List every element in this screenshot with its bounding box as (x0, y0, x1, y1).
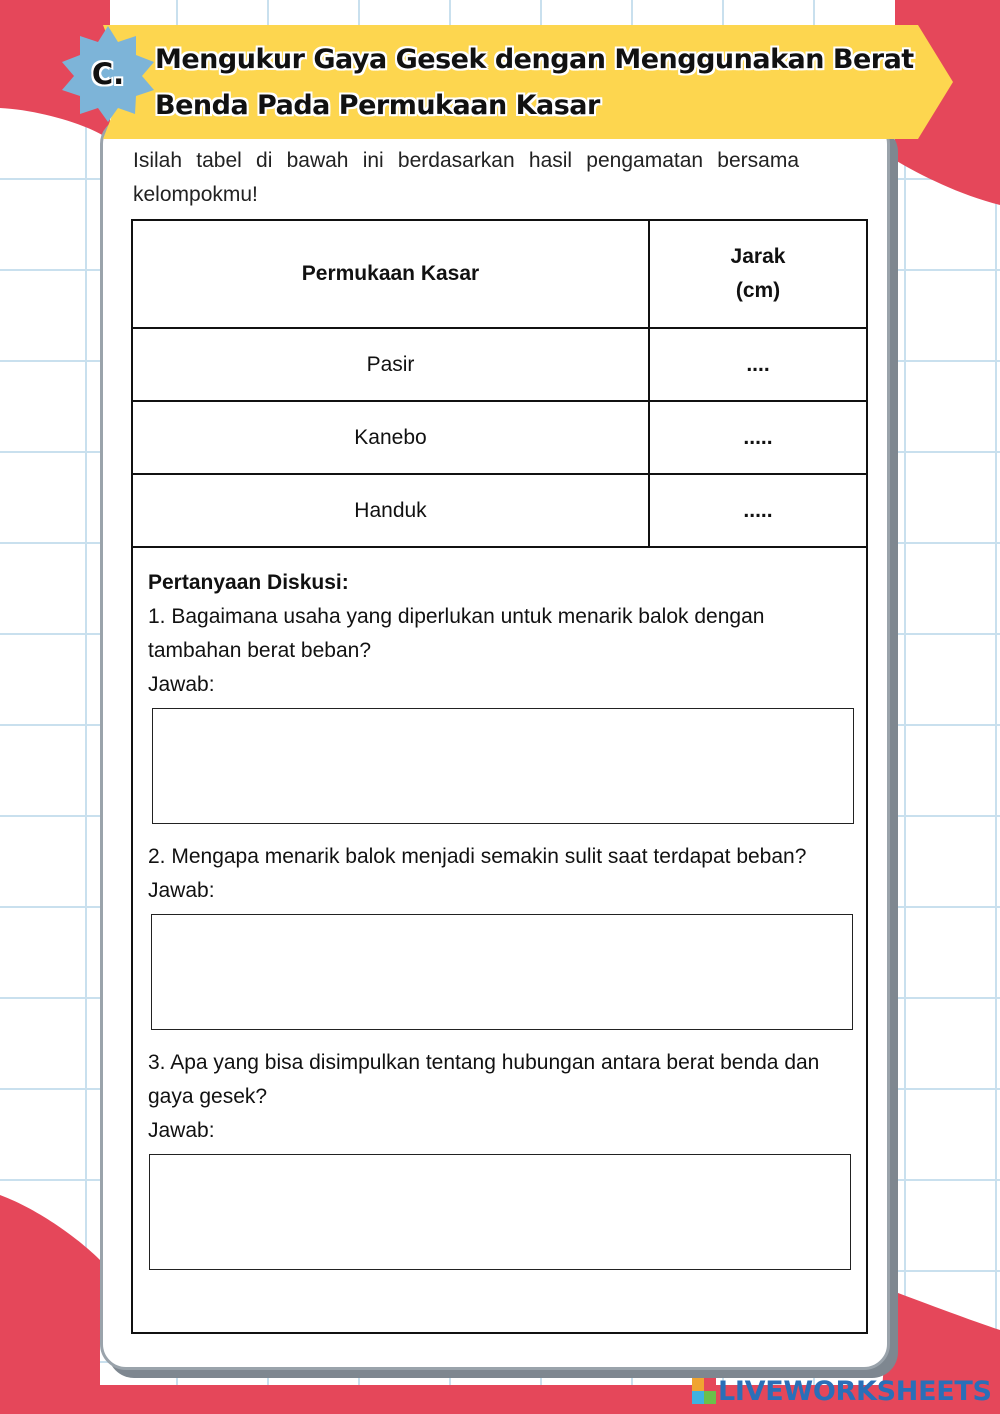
surface-cell: Kanebo (132, 401, 649, 474)
surface-cell: Pasir (132, 328, 649, 401)
discussion-section (148, 566, 858, 1286)
header-distance (649, 220, 867, 328)
table-row (132, 401, 867, 474)
answer-label: Jawab: (148, 1119, 215, 1142)
answer-box-2[interactable] (151, 914, 853, 1030)
question-text: 1. Bagaimana usaha yang diperlukan untuk menarik balok dengan tambahan berat beban? (148, 605, 765, 662)
answer-box-1[interactable] (152, 708, 854, 824)
liveworksheets-logo[interactable] (692, 1374, 992, 1408)
question-block-3 (148, 1046, 858, 1270)
liveworksheets-logo-icon (692, 1378, 716, 1404)
header-surface: Permukaan Kasar (132, 220, 649, 328)
logo-text: LIVEWORKSHEETS (718, 1375, 992, 1407)
section-title (155, 37, 935, 129)
table-header-row (132, 220, 867, 328)
answer-label: Jawab: (148, 673, 215, 696)
section-badge-letter: C. (91, 57, 125, 91)
discussion-heading: Pertanyaan Diskusi: (148, 571, 349, 594)
section-title-line-2: Benda Pada Permukaan Kasar (155, 90, 600, 121)
header-distance-unit: (cm) (735, 279, 781, 302)
surface-cell: Handuk (132, 474, 649, 547)
distance-cell[interactable]: .... (649, 328, 867, 401)
answer-label: Jawab: (148, 879, 215, 902)
title-banner (103, 25, 953, 139)
answer-box-3[interactable] (149, 1154, 851, 1270)
question-block-2 (148, 840, 858, 1030)
question-block-1 (148, 600, 858, 824)
instruction-text: Isilah tabel di bawah ini berdasarkan hasil pengamatan bersama kelompokmu! (133, 149, 799, 206)
distance-cell[interactable]: ..... (649, 474, 867, 547)
table-row (132, 474, 867, 547)
section-title-line-1: Mengukur Gaya Gesek dengan Menggunakan Berat (155, 44, 914, 75)
distance-cell[interactable]: ..... (649, 401, 867, 474)
observation-table (131, 219, 868, 548)
question-text: 2. Mengapa menarik balok menjadi semakin sulit saat terdapat beban? (148, 845, 807, 868)
table-row (132, 328, 867, 401)
header-distance-label: Jarak (730, 245, 786, 268)
question-text: 3. Apa yang bisa disimpulkan tentang hubungan antara berat benda dan gaya gesek? (148, 1051, 820, 1108)
